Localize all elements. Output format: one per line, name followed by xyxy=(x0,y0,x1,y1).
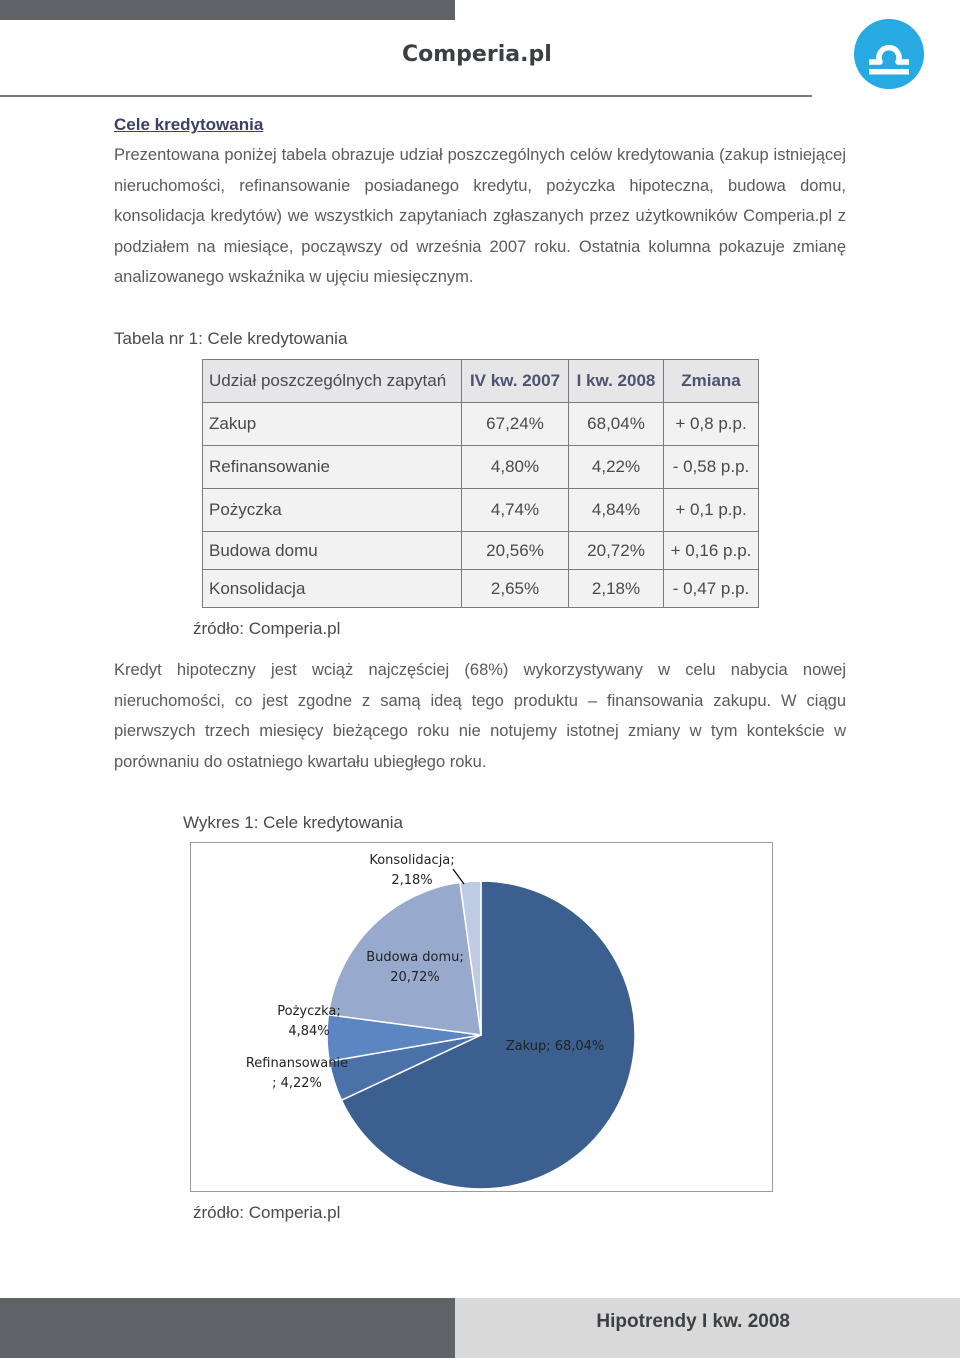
header-bar xyxy=(0,0,455,20)
table-cell: + 0,8 p.p. xyxy=(664,403,759,446)
table-cell: Budowa domu xyxy=(203,532,462,570)
table-row xyxy=(203,532,759,570)
pie-data-label: Budowa domu; xyxy=(366,950,464,965)
table-cell: - 0,47 p.p. xyxy=(664,570,759,608)
pie-data-label: 4,84% xyxy=(288,1024,330,1039)
table-header-row xyxy=(203,360,759,403)
table-row xyxy=(203,446,759,489)
pie-data-label: ; 4,22% xyxy=(272,1076,322,1091)
pie-data-label: 2,18% xyxy=(391,873,433,888)
table-cell: 68,04% xyxy=(569,403,664,446)
pie-data-label: Konsolidacja; xyxy=(369,853,455,868)
table-cell: 4,84% xyxy=(569,489,664,532)
pie-data-label: Refinansowanie xyxy=(245,1056,349,1071)
table-row xyxy=(203,489,759,532)
intro-paragraph: Prezentowana poniżej tabela obrazuje udział poszczególnych celów kredytowania (zakup istniejącej nieruchomości, refinansowanie posiadanego kredytu, pożyczka hipoteczna, budowa domu, konsolidacja kredytów) we wszystkich zapytaniach zgłaszanych przez użytkowników Comperia.pl z podziałem na miesiące, począwszy od września 2007 roku. Ostatnia kolumna pokazuje zmianę analizowanego wskaźnika w ujęciu miesięcznym. xyxy=(114,146,846,287)
table-header-cell: I kw. 2008 xyxy=(569,360,664,403)
table-cell: Zakup xyxy=(203,403,462,446)
table-source: źródło: Comperia.pl xyxy=(193,619,341,638)
goals-table xyxy=(202,359,759,608)
table-header-cell: Zmiana xyxy=(664,360,759,403)
table-row xyxy=(203,403,759,446)
chart-caption: Wykres 1: Cele kredytowania xyxy=(183,813,403,832)
table-caption: Tabela nr 1: Cele kredytowania xyxy=(114,329,348,348)
table-header-cell: Udział poszczególnych zapytań xyxy=(203,360,462,403)
footer-bar xyxy=(0,1298,455,1358)
libra-logo-icon xyxy=(853,18,925,90)
table-cell: 4,80% xyxy=(462,446,569,489)
pie-data-label: 20,72% xyxy=(390,970,440,985)
pie-data-label: Zakup; 68,04% xyxy=(505,1039,605,1054)
table-cell: + 0,16 p.p. xyxy=(664,532,759,570)
table-cell: 2,65% xyxy=(462,570,569,608)
table-cell: Konsolidacja xyxy=(203,570,462,608)
table-cell: Refinansowanie xyxy=(203,446,462,489)
pie-chart-canvas xyxy=(191,843,772,1191)
table-row xyxy=(203,570,759,608)
pie-data-label: Pożyczka; xyxy=(277,1004,341,1019)
analysis-paragraph: Kredyt hipoteczny jest wciąż najczęściej (68%) wykorzystywany w celu nabycia nowej nieruchomości, co jest zgodne z samą ideą tego produktu – finansowania zakupu. W ciągu pierwszych trzech miesięcy bieżącego roku nie notujemy istotnej zmiany w tym kontekście w porównaniu do ostatniego kwartału ubiegłego roku. xyxy=(114,661,846,771)
section-title: Cele kredytowania xyxy=(114,115,264,134)
table-cell: Pożyczka xyxy=(203,489,462,532)
chart-source: źródło: Comperia.pl xyxy=(193,1203,341,1222)
table-cell: 20,72% xyxy=(569,532,664,570)
table-cell: + 0,1 p.p. xyxy=(664,489,759,532)
table-cell: 67,24% xyxy=(462,403,569,446)
table-header-cell: IV kw. 2007 xyxy=(462,360,569,403)
footer-title: Hipotrendy I kw. 2008 xyxy=(596,1311,790,1332)
header-divider xyxy=(0,95,812,97)
table-cell: 4,74% xyxy=(462,489,569,532)
table-cell: 20,56% xyxy=(462,532,569,570)
table-cell: 2,18% xyxy=(569,570,664,608)
leader-line xyxy=(453,869,464,884)
pie-chart xyxy=(190,842,773,1192)
table-cell: - 0,58 p.p. xyxy=(664,446,759,489)
brand-name: Comperia.pl xyxy=(402,42,552,67)
table-cell: 4,22% xyxy=(569,446,664,489)
